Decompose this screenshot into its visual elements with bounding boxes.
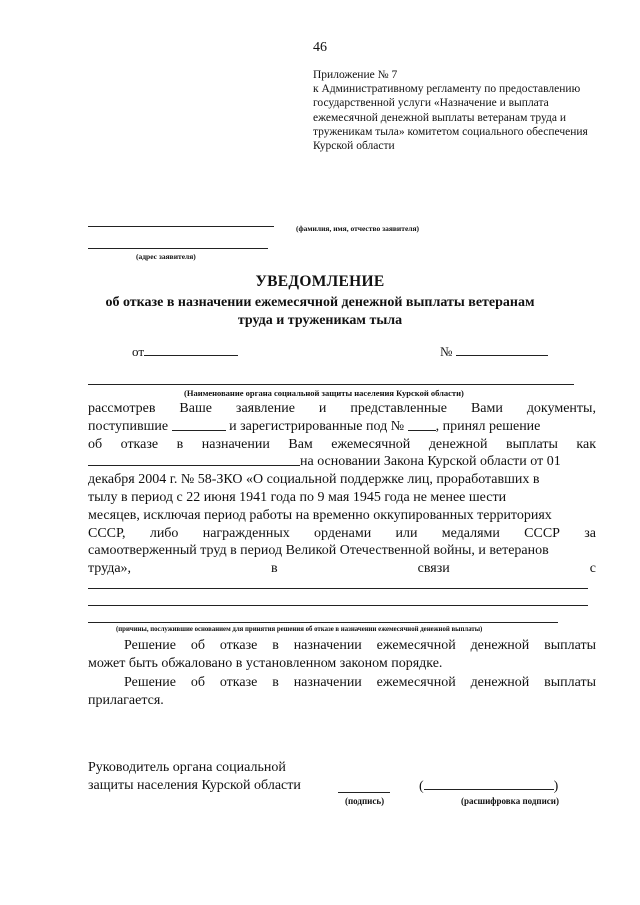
attach-paragraph	[88, 674, 596, 709]
word: в	[272, 675, 279, 690]
signature-line	[338, 792, 390, 793]
word: отказе	[219, 675, 258, 690]
word: представленные	[350, 401, 447, 416]
appendix-block	[313, 68, 613, 153]
body-line-1	[88, 400, 596, 418]
body-line-7: месяцев, исключая период работы на временно оккупированных территориях	[88, 507, 552, 523]
number-blank	[456, 343, 548, 356]
subtitle-line-1: об отказе в назначении ежемесячной денежной выплаты ветеранам	[105, 295, 535, 310]
document-subtitle	[0, 294, 640, 330]
word: Решение	[124, 675, 177, 690]
word: Вами	[470, 401, 503, 416]
word: отказе	[219, 638, 258, 653]
decode-open-paren: (	[419, 779, 424, 794]
body-line-8	[88, 525, 596, 543]
attach-line-1	[88, 674, 596, 692]
signatory-role-line-2: защиты населения Курской области	[88, 778, 301, 793]
body-text: , принял решение	[435, 418, 541, 434]
word: об	[190, 638, 205, 653]
appeal-line-1	[88, 637, 596, 655]
body-line-4	[88, 453, 596, 471]
appeal-line-2: может быть обжаловано в установленном законом порядке.	[88, 655, 443, 671]
signature-caption: (подпись)	[345, 796, 385, 806]
date-received-blank	[172, 418, 226, 431]
word: об	[190, 675, 205, 690]
word: Решение	[124, 638, 177, 653]
word: документы,	[526, 401, 596, 416]
word: за	[584, 525, 596, 541]
appendix-line: государственной услуги «Назначение и выплата	[313, 97, 549, 110]
decode-caption: (расшифровка подписи)	[461, 796, 559, 806]
word: ежемесячной	[376, 638, 456, 653]
appendix-line: к Административному регламенту по предоставлению	[313, 83, 581, 96]
appendix-line: ежемесячной денежной выплаты ветеранам труда и	[313, 111, 566, 124]
word: денежной	[428, 436, 488, 452]
body-line-3	[88, 436, 596, 454]
word: денежной	[470, 675, 530, 690]
word: либо	[149, 525, 179, 541]
word: орденами	[314, 525, 372, 541]
decode-blank	[424, 777, 554, 790]
applicant-address-caption: (адрес заявителя)	[136, 252, 196, 261]
word: СССР	[524, 525, 560, 541]
word: назначении	[293, 638, 362, 653]
body-line-9: самоотверженный труд в период Великой Отечественной войны, и ветеранов	[88, 543, 549, 559]
body-text: поступившие	[88, 418, 169, 434]
date-field	[132, 343, 238, 360]
reg-number-blank	[408, 418, 436, 431]
word: назначении	[201, 436, 270, 452]
word: медалями	[441, 525, 500, 541]
word: выплаты	[544, 638, 596, 653]
applicant-fio-line	[88, 226, 274, 227]
word: связи	[417, 561, 450, 577]
reason-line-2	[88, 605, 588, 606]
word: с	[589, 561, 596, 577]
body-line-10	[88, 560, 596, 578]
word: Ваше	[179, 401, 212, 416]
word: ежемесячной	[331, 436, 411, 452]
word: Вам	[288, 436, 313, 452]
subtitle-line-2: труда и труженикам тыла	[237, 313, 403, 328]
date-label: от	[132, 344, 145, 359]
word: или	[395, 525, 418, 541]
word: в	[271, 561, 278, 577]
document-title: УВЕДОМЛЕНИЕ	[255, 273, 385, 290]
body-paragraph	[88, 400, 596, 578]
body-text: и зарегистрированные под №	[229, 418, 405, 434]
reasons-caption: (причины, послужившие основанием для принятия решения об отказе в назначении ежемесячной денежной выплаты)	[116, 626, 483, 633]
reason-line-3	[88, 622, 558, 623]
body-line-5: декабря 2004 г. № 58-ЗКО «О социальной поддержке лиц, проработавших в	[88, 472, 540, 488]
organ-caption: (Наименование органа социальной защиты населения Курской области)	[184, 388, 464, 398]
decode-field	[419, 777, 558, 795]
word: труда»,	[88, 561, 132, 577]
word: и	[318, 401, 327, 416]
applicant-address-line	[88, 248, 268, 249]
body-text: на основании Закона Курской области от 01	[300, 454, 561, 470]
signatory-role-line-1: Руководитель органа социальной	[88, 760, 286, 775]
body-line-6: тылу в период с 22 июня 1941 года по 9 мая 1945 года не менее шести	[88, 489, 507, 505]
number-field	[440, 343, 548, 360]
date-blank	[144, 343, 238, 356]
appeal-paragraph	[88, 637, 596, 672]
attach-line-2: прилагается.	[88, 692, 164, 708]
decode-close-paren: )	[553, 779, 559, 794]
word: выплаты	[506, 436, 558, 452]
word: денежной	[470, 638, 530, 653]
applicant-fio-caption: (фамилия, имя, отчество заявителя)	[296, 224, 420, 233]
word: об	[88, 436, 103, 452]
word: назначении	[293, 675, 362, 690]
appendix-line: Курской области	[313, 140, 395, 153]
word: награжденных	[202, 525, 290, 541]
word: ежемесячной	[376, 675, 456, 690]
word: в	[176, 436, 184, 452]
word: СССР,	[88, 525, 126, 541]
organ-line	[88, 384, 574, 385]
word: выплаты	[544, 675, 596, 690]
word: рассмотрев	[88, 401, 156, 416]
number-label: №	[440, 344, 453, 359]
word: как	[576, 436, 596, 452]
category-blank	[88, 453, 300, 466]
page-number: 46	[313, 40, 327, 55]
appendix-line: труженикам тыла» комитетом социального обеспечения	[313, 125, 588, 138]
word: в	[272, 638, 279, 653]
appendix-title: Приложение № 7	[313, 69, 398, 81]
word: отказе	[120, 436, 159, 452]
reason-line-1	[88, 588, 588, 589]
word: заявление	[235, 401, 295, 416]
body-line-2	[88, 418, 596, 436]
